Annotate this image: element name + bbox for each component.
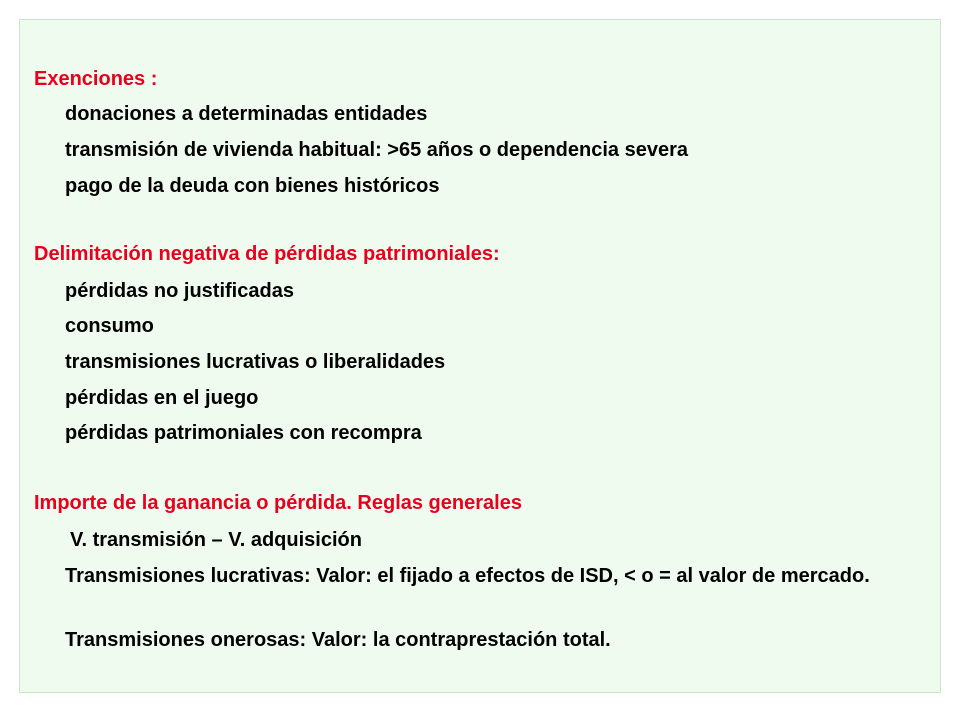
list-item: pérdidas patrimoniales con recompra	[65, 422, 422, 444]
list-item: pérdidas no justificadas	[65, 280, 294, 302]
list-item: V. transmisión – V. adquisición	[70, 529, 362, 551]
list-item: consumo	[65, 315, 154, 337]
list-item: donaciones a determinadas entidades	[65, 103, 428, 125]
list-item: pago de la deuda con bienes históricos	[65, 175, 440, 197]
section-heading-exenciones: Exenciones :	[34, 68, 158, 90]
list-item: transmisiones lucrativas o liberalidades	[65, 351, 446, 373]
list-item: Transmisiones onerosas: Valor: la contraprestación total.	[65, 629, 611, 651]
section-heading-importe: Importe de la ganancia o pérdida. Reglas generales	[34, 492, 522, 514]
list-item: pérdidas en el juego	[65, 387, 259, 409]
list-item: Transmisiones lucrativas: Valor: el fijado a efectos de ISD, < o = al valor de mercado.	[65, 565, 870, 587]
section-heading-delimitacion: Delimitación negativa de pérdidas patrimoniales:	[34, 243, 500, 265]
slide-panel	[19, 19, 941, 693]
list-item: transmisión de vivienda habitual: >65 años o dependencia severa	[65, 139, 688, 161]
